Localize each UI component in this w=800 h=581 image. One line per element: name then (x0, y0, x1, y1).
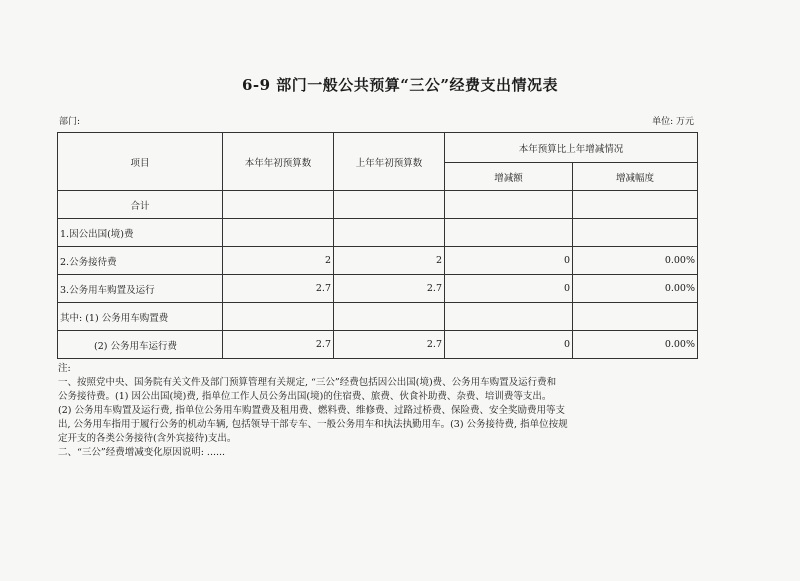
header-change-amount: 增减额 (445, 163, 573, 191)
row-item: 1.因公出国(境)费 (58, 219, 223, 247)
row-item: 3.公务用车购置及运行 (58, 275, 223, 303)
row-item: (2) 公务用车运行费 (58, 331, 223, 359)
row-change (445, 303, 573, 331)
row-current (223, 191, 334, 219)
notes-label: 注: (58, 363, 71, 374)
row-rate: 0.00% (573, 331, 698, 359)
row-current: 2.7 (223, 331, 334, 359)
row-rate (573, 191, 698, 219)
row-item: 2.公务接待费 (58, 247, 223, 275)
notes-line: 二、“三公”经费增减变化原因说明: ...... (58, 447, 226, 458)
row-change (445, 191, 573, 219)
header-current-budget: 本年年初预算数 (223, 133, 334, 191)
table-row-overseas (58, 219, 698, 247)
department-label: 部门: (59, 117, 81, 127)
notes-line: 出, 公务用车指用于履行公务的机动车辆, 包括领导干部专车、一般公务用车和执法执勤用车。(3) 公务接待费, 指单位按规 (58, 419, 568, 430)
header-last-budget: 上年年初预算数 (334, 133, 445, 191)
page-title: 6-9 部门一般公共预算“三公”经费支出情况表 (241, 76, 559, 94)
row-rate (573, 219, 698, 247)
row-change: 0 (445, 331, 573, 359)
notes-line: 公务接待费。(1) 因公出国(境)费, 指单位工作人员公务出国(境)的住宿费、旅费、伙食补助费、杂费、培训费等支出。 (58, 391, 552, 402)
header-change-rate: 增减幅度 (573, 163, 698, 191)
notes-line: (2) 公务用车购置及运行费, 指单位公务用车购置费及租用费、燃料费、维修费、过路过桥费、保险费、安全奖励费用等支 (58, 405, 566, 416)
header-item: 项目 (58, 133, 223, 191)
row-last (334, 219, 445, 247)
row-rate (573, 303, 698, 331)
notes-line: 一、按照党中央、国务院有关文件及部门预算管理有关规定, “三公”经费包括因公出国(境)费、公务用车购置及运行费和 (58, 377, 557, 388)
row-item: 其中: (1) 公务用车购置费 (58, 303, 223, 331)
row-current: 2.7 (223, 275, 334, 303)
table-row-vehicle-operation (58, 331, 698, 359)
row-current (223, 303, 334, 331)
table-row-total (58, 191, 698, 219)
table-row-vehicles (58, 275, 698, 303)
notes-section (58, 362, 702, 460)
row-last: 2.7 (334, 331, 445, 359)
row-change (445, 219, 573, 247)
three-public-expenses-table (57, 132, 698, 359)
notes-line: 定开支的各类公务接待(含外宾接待)支出。 (58, 433, 237, 444)
row-change: 0 (445, 275, 573, 303)
row-current: 2 (223, 247, 334, 275)
header-comparison-group: 本年预算比上年增减情况 (445, 133, 698, 163)
table-row-vehicle-purchase (58, 303, 698, 331)
unit-label: 单位: 万元 (652, 117, 694, 127)
table-row-reception (58, 247, 698, 275)
row-last: 2.7 (334, 275, 445, 303)
row-rate: 0.00% (573, 275, 698, 303)
row-change: 0 (445, 247, 573, 275)
row-current (223, 219, 334, 247)
row-last (334, 303, 445, 331)
row-rate: 0.00% (573, 247, 698, 275)
row-last: 2 (334, 247, 445, 275)
row-item: 合计 (58, 191, 223, 219)
row-last (334, 191, 445, 219)
